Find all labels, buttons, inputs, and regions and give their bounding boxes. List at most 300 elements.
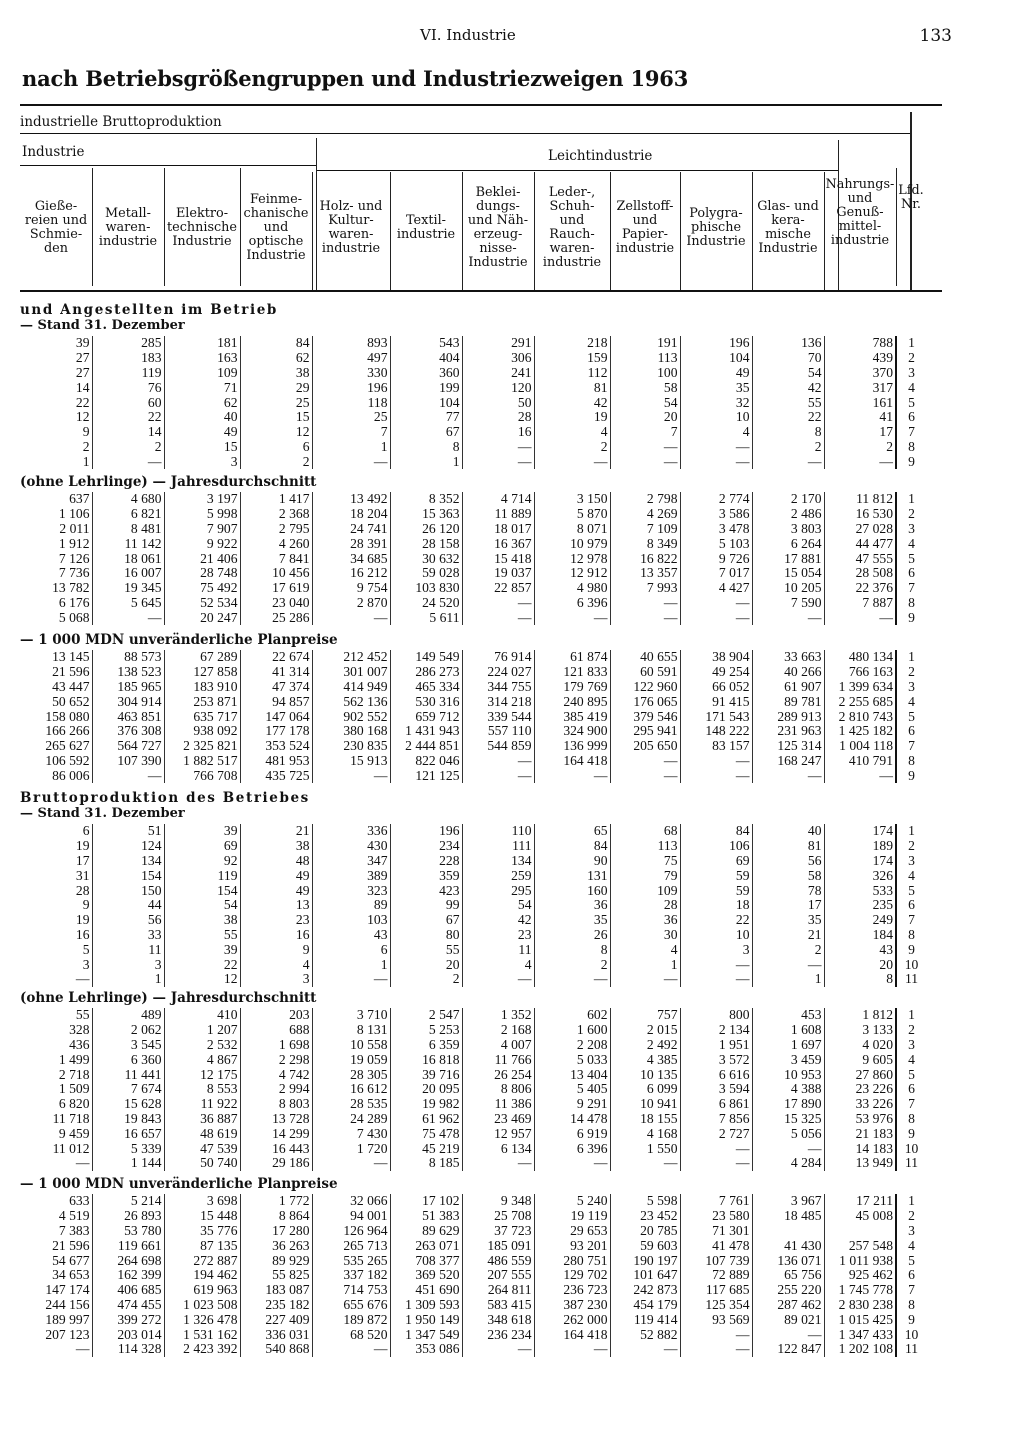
column-header-lfd-nr: Lfd. Nr. <box>898 183 924 212</box>
row-number: 7 <box>896 739 926 754</box>
table-row <box>20 928 926 943</box>
table-cell: 10 <box>680 928 752 943</box>
table-cell: 41 <box>879 409 893 425</box>
table-cell: 5 611 <box>390 610 462 625</box>
table-cell: 59 603 <box>610 1238 680 1253</box>
row-number: 1 <box>896 824 926 839</box>
table-cell: 89 929 <box>240 1253 312 1268</box>
table-cell: 380 168 <box>312 724 390 739</box>
table-cell: 336 031 <box>240 1327 312 1342</box>
table-cell: 191 <box>610 336 680 351</box>
table-cell: — <box>534 454 610 469</box>
table-cell: 9 <box>20 898 92 913</box>
table-cell: 1 608 <box>752 1023 824 1038</box>
table-cell: 389 <box>312 868 390 883</box>
table-cell: 10 558 <box>312 1038 390 1053</box>
table-cell: — <box>680 1156 752 1171</box>
table-cell: 51 383 <box>390 1209 462 1224</box>
table-cell: 43 <box>879 942 893 957</box>
table-cell: 218 <box>534 336 610 351</box>
table-cell: 75 492 <box>164 581 240 596</box>
table-cell: 164 418 <box>534 754 610 769</box>
row-number: 5 <box>896 395 926 410</box>
table-row <box>20 1141 926 1156</box>
table-cell: 20 785 <box>610 1224 680 1239</box>
table-cell: 234 <box>390 839 462 854</box>
row-number: 9 <box>896 610 926 625</box>
table-cell: 121 833 <box>534 665 610 680</box>
table-cell: 22 <box>92 410 164 425</box>
table-cell: 58 <box>752 868 824 883</box>
table-cell: 30 <box>610 928 680 943</box>
table-cell: 78 <box>752 883 824 898</box>
table-cell: 557 110 <box>462 724 534 739</box>
table-cell: — <box>534 610 610 625</box>
table-cell: 7 017 <box>680 566 752 581</box>
header-group-leichtindustrie: Leichtindustrie <box>548 148 653 164</box>
table-cell: 56 <box>92 913 164 928</box>
row-number: 6 <box>896 898 926 913</box>
table-row <box>20 380 926 395</box>
table-cell: — <box>680 1342 752 1357</box>
table-cell: 287 462 <box>752 1298 824 1313</box>
table-cell: 2 798 <box>610 492 680 507</box>
table-cell: 2 298 <box>240 1052 312 1067</box>
row-number: 5 <box>896 883 926 898</box>
table-cell: 52 534 <box>164 596 240 611</box>
table-cell: 3 <box>240 972 312 987</box>
column-divider <box>824 172 825 290</box>
table-cell: — <box>610 754 680 769</box>
table-cell: 336 <box>312 824 390 839</box>
table-cell: 19 037 <box>462 566 534 581</box>
table-cell: 160 <box>534 883 610 898</box>
table-cell: 25 <box>240 395 312 410</box>
table-cell: 150 <box>92 883 164 898</box>
table-row <box>20 492 926 507</box>
row-number: 10 <box>896 1327 926 1342</box>
table-cell: 4 260 <box>240 536 312 551</box>
table-cell: 2 <box>886 439 893 454</box>
table-cell: 55 <box>752 395 824 410</box>
table-cell: 28 <box>20 883 92 898</box>
table-cell: 26 893 <box>92 1209 164 1224</box>
table-cell: 18 485 <box>752 1209 824 1224</box>
table-cell: 7 674 <box>92 1082 164 1097</box>
row-number: 11 <box>896 972 926 987</box>
table-cell: 6 396 <box>534 1141 610 1156</box>
table-cell: 1 698 <box>240 1038 312 1053</box>
table-cell: 25 <box>312 410 390 425</box>
table-cell: 1 499 <box>20 1052 92 1067</box>
table-cell: 176 065 <box>610 694 680 709</box>
row-number: 6 <box>896 1082 926 1097</box>
table-cell: 12 175 <box>164 1067 240 1082</box>
table-cell: 111 <box>462 839 534 854</box>
table-cell: 655 676 <box>312 1298 390 1313</box>
column-divider <box>680 172 681 290</box>
table-cell: — <box>462 610 534 625</box>
table-cell: 75 <box>610 854 680 869</box>
table-row <box>20 1298 926 1313</box>
table-cell: 124 <box>92 839 164 854</box>
table-cell: 12 978 <box>534 551 610 566</box>
table-cell: 4 <box>462 957 534 972</box>
table-cell: 45 008 <box>855 1208 893 1224</box>
table-cell: 9 348 <box>462 1194 534 1209</box>
table-cell: — <box>680 610 752 625</box>
table-cell: 28 158 <box>390 536 462 551</box>
table-cell: 53 976 <box>855 1111 893 1126</box>
table-cell: 69 <box>164 839 240 854</box>
table-cell: 414 949 <box>312 680 390 695</box>
table-cell: 1 950 149 <box>390 1312 462 1327</box>
table-cell: 15 054 <box>752 566 824 581</box>
table-cell: 330 <box>312 366 390 381</box>
table-cell: 103 <box>312 913 390 928</box>
table-cell: 39 <box>164 824 240 839</box>
table-cell: 27 <box>20 351 92 366</box>
table-cell: 112 <box>534 366 610 381</box>
table-cell: 481 953 <box>240 754 312 769</box>
table-cell: 147 174 <box>20 1283 92 1298</box>
table-cell: 4 867 <box>164 1052 240 1067</box>
table-cell: 4 714 <box>462 492 534 507</box>
table-cell: 2 492 <box>610 1038 680 1053</box>
table-cell: 370 <box>872 365 893 380</box>
table-cell: 16 <box>20 928 92 943</box>
table-cell: 7 993 <box>610 581 680 596</box>
table-cell: 635 717 <box>164 709 240 724</box>
table-cell: 183 <box>92 351 164 366</box>
table-cell: — <box>20 1156 92 1171</box>
table-cell: 109 <box>610 883 680 898</box>
table-row <box>20 1209 926 1224</box>
column-header: Elektro- technische Industrie <box>166 206 237 249</box>
table-cell: 6 360 <box>92 1052 164 1067</box>
table-cell: 1 697 <box>752 1038 824 1053</box>
table-cell: 436 <box>20 1038 92 1053</box>
column-divider <box>240 168 241 286</box>
table-cell: 86 006 <box>20 768 92 783</box>
table-cell: — <box>534 1156 610 1171</box>
table-cell: 2 011 <box>20 522 92 537</box>
table-cell: 2 <box>534 440 610 455</box>
table-cell: 3 <box>92 957 164 972</box>
table-cell: 8 803 <box>240 1097 312 1112</box>
table-cell: 1 326 478 <box>164 1312 240 1327</box>
table-cell: 62 <box>164 395 240 410</box>
table-cell: 122 960 <box>610 680 680 695</box>
table-cell: 228 <box>390 854 462 869</box>
table-cell: 3 586 <box>680 507 752 522</box>
table-cell: 22 <box>20 395 92 410</box>
table-cell: 2 <box>534 957 610 972</box>
table-cell: 136 999 <box>534 739 610 754</box>
table-cell: 2 <box>752 942 824 957</box>
table-cell: 79 <box>610 868 680 883</box>
table-cell: 20 <box>390 957 462 972</box>
column-divider <box>462 172 463 290</box>
table-cell: — <box>680 596 752 611</box>
table-row <box>20 868 926 883</box>
table-cell: 18 204 <box>312 507 390 522</box>
data-table <box>20 650 926 783</box>
row-number: 9 <box>896 942 926 957</box>
table-cell: — <box>610 596 680 611</box>
table-cell: 16 530 <box>855 506 893 522</box>
table-cell: 45 219 <box>390 1141 462 1156</box>
table-cell: 90 <box>534 854 610 869</box>
table-cell: 4 284 <box>752 1156 824 1171</box>
table-cell: 404 <box>390 351 462 366</box>
table-cell: 4 680 <box>92 492 164 507</box>
table-cell: 18 <box>680 898 752 913</box>
block-title: — 1 000 MDN unveränderliche Planpreise <box>20 632 338 648</box>
table-cell: 127 858 <box>164 665 240 680</box>
column-divider <box>164 168 165 286</box>
table-cell: 3 545 <box>92 1038 164 1053</box>
table-cell: 59 028 <box>390 566 462 581</box>
table-cell: 13 492 <box>312 492 390 507</box>
table-cell: 430 <box>312 839 390 854</box>
table-cell: 27 860 <box>855 1067 893 1082</box>
table-cell: 174 <box>872 853 893 868</box>
table-cell: 8 481 <box>92 522 164 537</box>
table-cell: 7 383 <box>20 1224 92 1239</box>
table-row <box>20 1126 926 1141</box>
table-cell: 11 718 <box>20 1112 92 1127</box>
table-cell: — <box>680 1141 752 1156</box>
table-row <box>20 1238 926 1253</box>
row-number: 3 <box>896 366 926 381</box>
table-cell: 13 <box>240 898 312 913</box>
table-cell: 41 478 <box>680 1238 752 1253</box>
table-cell: 11 812 <box>856 492 893 507</box>
table-row <box>20 709 926 724</box>
row-number: 1 <box>896 650 926 665</box>
table-cell: 257 548 <box>848 1238 893 1253</box>
table-cell: 15 363 <box>390 507 462 522</box>
table-cell: 9 459 <box>20 1126 92 1141</box>
table-cell: 77 <box>390 410 462 425</box>
table-cell: 602 <box>534 1008 610 1023</box>
table-cell: 8 <box>534 942 610 957</box>
table-cell: 6 919 <box>534 1126 610 1141</box>
table-cell: 22 <box>164 957 240 972</box>
table-cell <box>752 1224 824 1239</box>
page-number: 133 <box>919 26 952 46</box>
table-cell: 893 <box>312 336 390 351</box>
table-cell: 11 766 <box>462 1052 534 1067</box>
table-cell: 179 769 <box>534 680 610 695</box>
column-header: Beklei- dungs- und Näh- erzeug- nisse- Industrie <box>467 185 529 270</box>
table-cell: 23 580 <box>680 1209 752 1224</box>
table-cell: 43 447 <box>20 680 92 695</box>
table-cell: 29 653 <box>534 1224 610 1239</box>
table-cell: — <box>462 1156 534 1171</box>
row-number: 8 <box>896 596 926 611</box>
table-row <box>20 410 926 425</box>
table-cell: 106 <box>680 839 752 854</box>
table-cell: 13 145 <box>20 650 92 665</box>
table-row <box>20 425 926 440</box>
table-cell: 55 825 <box>240 1268 312 1283</box>
row-number: 8 <box>896 1112 926 1127</box>
table-cell: 107 739 <box>680 1253 752 1268</box>
table-cell: 1 023 508 <box>164 1298 240 1313</box>
row-number: 3 <box>896 1038 926 1053</box>
block-title: (ohne Lehrlinge) — Jahresdurchschnitt <box>20 474 317 490</box>
table-cell: 1 015 425 <box>838 1312 893 1327</box>
table-cell: 230 835 <box>312 739 390 754</box>
table-cell: 11 386 <box>462 1097 534 1112</box>
table-cell: — <box>610 1342 680 1357</box>
table-cell: 480 134 <box>848 650 893 665</box>
table-cell: 3 594 <box>680 1082 752 1097</box>
block-title: (ohne Lehrlinge) — Jahresdurchschnitt <box>20 990 317 1006</box>
table-cell: 453 <box>752 1008 824 1023</box>
table-cell: 33 663 <box>752 650 824 665</box>
table-cell: — <box>462 1342 534 1357</box>
table-cell: 7 887 <box>862 595 893 610</box>
table-cell: 263 071 <box>390 1238 462 1253</box>
table-cell: 75 478 <box>390 1126 462 1141</box>
table-cell: 5 033 <box>534 1052 610 1067</box>
table-cell: 465 334 <box>390 680 462 695</box>
table-cell: 439 <box>872 350 893 366</box>
table-cell: 5 998 <box>164 507 240 522</box>
data-table <box>20 492 926 625</box>
table-cell: — <box>610 610 680 625</box>
table-cell: 1 309 593 <box>390 1298 462 1313</box>
table-cell: 22 674 <box>240 650 312 665</box>
table-cell: 16 007 <box>92 566 164 581</box>
table-row <box>20 665 926 680</box>
row-number: 1 <box>896 336 926 351</box>
table-cell: 304 914 <box>92 694 164 709</box>
table-cell: 20 <box>879 957 893 972</box>
table-cell: 16 <box>240 928 312 943</box>
table-cell: 3 <box>164 454 240 469</box>
table-cell: 344 755 <box>462 680 534 695</box>
row-number: 3 <box>896 680 926 695</box>
table-cell: — <box>312 768 390 783</box>
table-cell: 17 619 <box>240 581 312 596</box>
table-cell: — <box>752 1141 824 1156</box>
table-cell: — <box>610 972 680 987</box>
table-cell: 766 163 <box>848 664 893 680</box>
table-cell: 6 396 <box>534 596 610 611</box>
table-cell: 41 430 <box>752 1238 824 1253</box>
header-bottom-rule <box>20 290 942 292</box>
table-cell: 540 868 <box>240 1342 312 1357</box>
table-cell: 6 861 <box>680 1097 752 1112</box>
row-number: 2 <box>896 665 926 680</box>
table-cell: 49 <box>240 883 312 898</box>
table-cell: 6 264 <box>752 536 824 551</box>
table-cell: 2 015 <box>610 1023 680 1038</box>
table-cell: 5 056 <box>752 1126 824 1141</box>
table-cell: 5 405 <box>534 1082 610 1097</box>
table-cell: 454 179 <box>610 1298 680 1313</box>
table-cell: — <box>680 1327 752 1342</box>
table-cell: — <box>20 1342 92 1357</box>
table-cell: 59 <box>680 883 752 898</box>
table-row <box>20 898 926 913</box>
table-cell: 15 448 <box>164 1209 240 1224</box>
table-cell: 326 <box>872 868 893 883</box>
column-divider <box>610 172 611 290</box>
row-number: 8 <box>896 1298 926 1313</box>
table-cell: 497 <box>312 351 390 366</box>
table-cell: 18 017 <box>462 522 534 537</box>
table-cell: 22 <box>680 913 752 928</box>
table-cell: 28 508 <box>855 565 893 581</box>
table-cell: 23 226 <box>855 1081 893 1097</box>
table-cell: 16 822 <box>610 551 680 566</box>
table-cell: 171 543 <box>680 709 752 724</box>
table-cell: 51 <box>92 824 164 839</box>
table-cell: 463 851 <box>92 709 164 724</box>
table-cell: 21 <box>240 824 312 839</box>
table-row <box>20 454 926 469</box>
table-cell: 12 <box>164 972 240 987</box>
table-cell: 8 806 <box>462 1082 534 1097</box>
table-cell: 163 <box>164 351 240 366</box>
column-header: Gieße- reien und Schmie- den <box>24 199 88 256</box>
table-cell: 387 230 <box>534 1298 610 1313</box>
row-number: 3 <box>896 854 926 869</box>
table-cell: 5 339 <box>92 1141 164 1156</box>
table-cell: 1 347 433 <box>838 1327 893 1342</box>
table-cell: 119 <box>164 868 240 883</box>
table-cell: 788 <box>872 336 893 351</box>
table-cell: 280 751 <box>534 1253 610 1268</box>
table-cell: 25 708 <box>462 1209 534 1224</box>
table-cell: 168 247 <box>752 754 824 769</box>
table-cell <box>824 1224 896 1239</box>
row-number: 3 <box>896 522 926 537</box>
table-cell: 489 <box>92 1008 164 1023</box>
table-cell: 12 <box>240 425 312 440</box>
row-number: 8 <box>896 754 926 769</box>
table-cell: 289 913 <box>752 709 824 724</box>
table-cell: 7 <box>312 425 390 440</box>
table-cell: 4 007 <box>462 1038 534 1053</box>
table-cell: 28 305 <box>312 1067 390 1082</box>
table-cell: — <box>752 454 824 469</box>
table-cell: 23 <box>462 928 534 943</box>
table-cell: 10 <box>680 410 752 425</box>
table-cell: 49 <box>240 868 312 883</box>
table-cell: 29 186 <box>240 1156 312 1171</box>
table-row <box>20 351 926 366</box>
table-cell: 423 <box>390 883 462 898</box>
table-cell: 633 <box>20 1194 92 1209</box>
row-number: 5 <box>896 709 926 724</box>
table-cell: 9 <box>240 942 312 957</box>
table-cell: 339 544 <box>462 709 534 724</box>
table-cell: 17 881 <box>752 551 824 566</box>
table-cell: 113 <box>610 839 680 854</box>
row-number: 6 <box>896 566 926 581</box>
table-cell: 15 <box>164 440 240 455</box>
table-cell: 136 071 <box>752 1253 824 1268</box>
table-cell: 89 629 <box>390 1224 462 1239</box>
table-cell: 50 740 <box>164 1156 240 1171</box>
table-cell: 688 <box>240 1023 312 1038</box>
